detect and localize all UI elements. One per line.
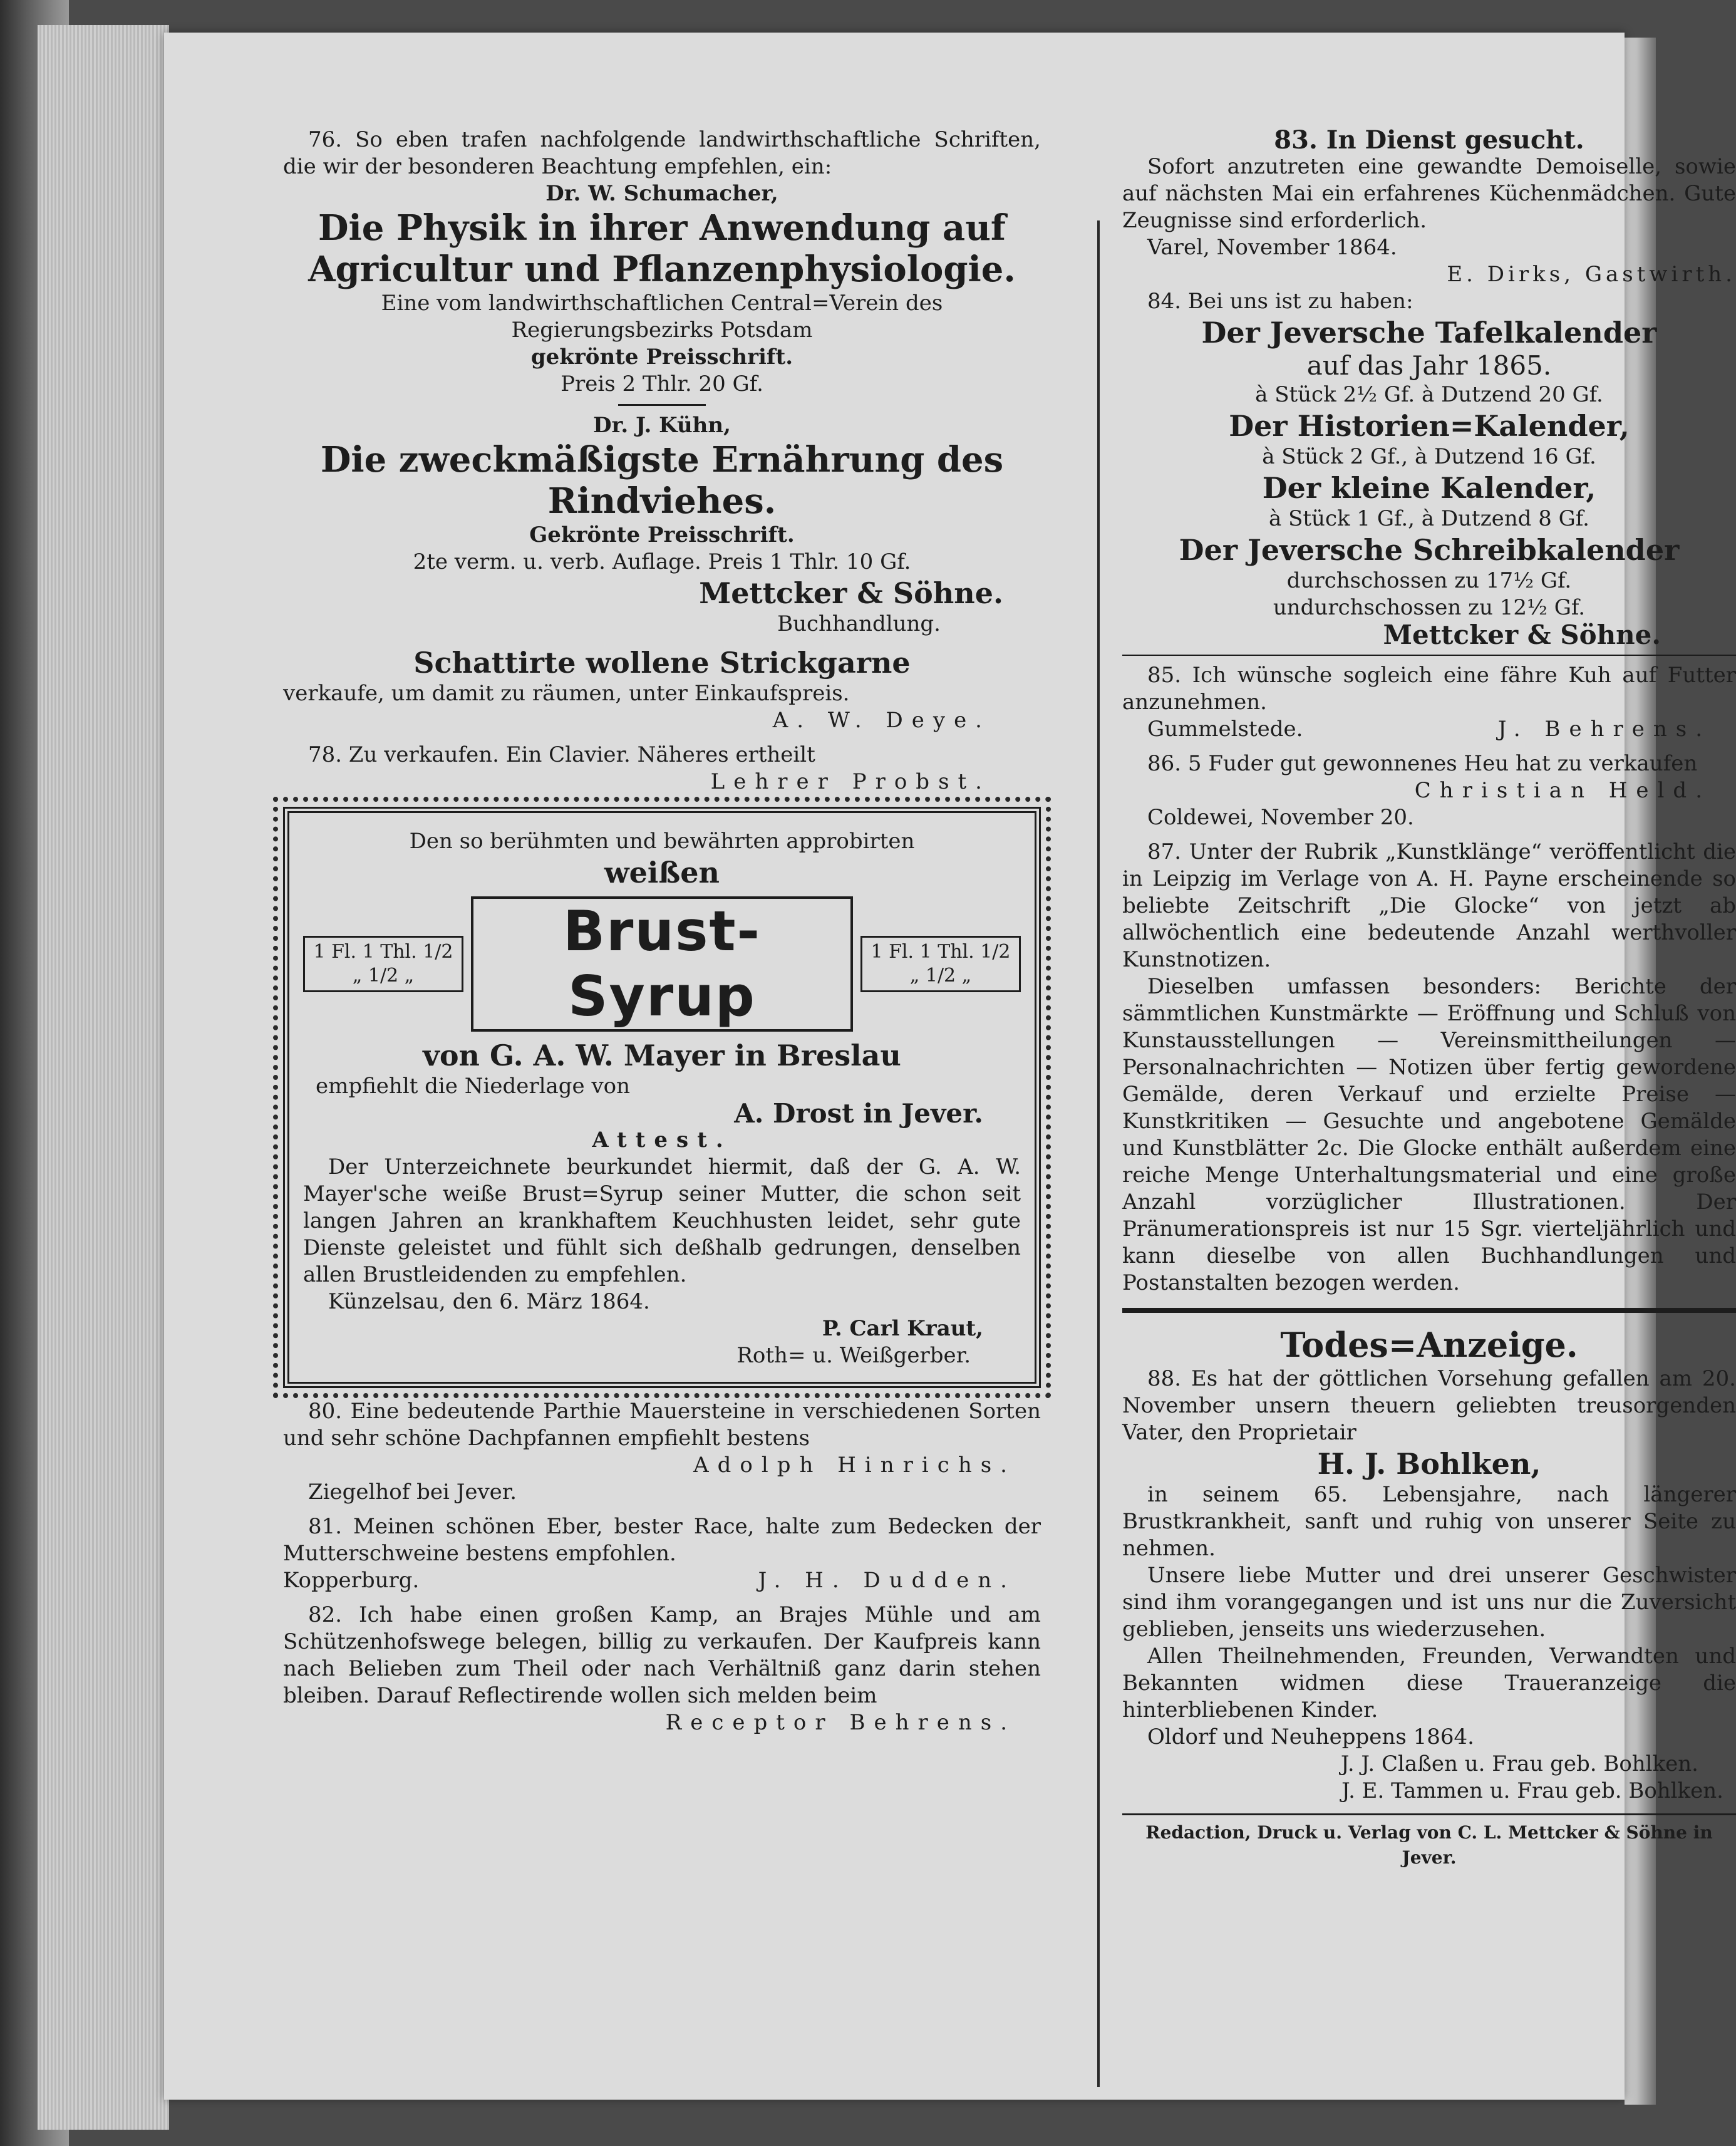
- ad-84-calendar-1-price: à Stück 2½ Gf. à Dutzend 20 Gf.: [1255, 382, 1603, 407]
- ad-78: [283, 742, 1041, 796]
- ad-syrup-place-date: Künzelsau, den 6. März 1864.: [328, 1289, 650, 1314]
- ad-76-author-1: Dr. W. Schumacher,: [545, 181, 778, 206]
- ad-85-footer: [1122, 716, 1736, 743]
- ad-88-name: H. J. Bohlken,: [1317, 1447, 1541, 1481]
- ad-82-body: 82. Ich habe einen großen Kamp, an Brajes Mühle und am Schützenhofswege belegen, billig zu verkaufen. Der Kaufpreis kann nach Belieben zum Theil oder nach Verhältniß ganz darin stehen bleiben. Darauf Reflectirende wollen sich melden beim: [283, 1602, 1041, 1708]
- ad-80: [283, 1398, 1041, 1506]
- ad-88-body-3: Unsere liebe Mutter und drei unserer Geschwister sind ihm vorangegangen und ist uns nur die Zuversicht geblieben, jenseits uns wiederzusehen.: [1122, 1563, 1736, 1642]
- ad-76-price-1: Preis 2 Thlr. 20 Gf.: [561, 371, 763, 397]
- ad-86-body: 86. 5 Fuder gut gewonnenes Heu hat zu verkaufen: [1147, 751, 1698, 776]
- ad-syrup-title-row: [303, 896, 1021, 1032]
- ad-83-signature: E. Dirks, Gastwirth.: [1447, 262, 1736, 287]
- ad-syrup-signer-role: Roth= u. Weißgerber.: [736, 1343, 971, 1368]
- ad-83-head: 83. In Dienst gesucht.: [1274, 125, 1584, 155]
- ad-88-head: Todes=Anzeige.: [1280, 1325, 1578, 1365]
- ad-84-calendar-2: Der Historien=Kalender,: [1229, 409, 1630, 443]
- newspaper-page: [164, 33, 1736, 2100]
- ad-76-title-1: Die Physik in ihrer Anwendung auf Agricultur und Pflanzenphysiologie.: [308, 207, 1016, 290]
- divider: [618, 404, 706, 406]
- ad-syrup-adjective: weißen: [604, 856, 720, 889]
- ad-76-award-2: Gekrönte Preisschrift.: [529, 522, 795, 547]
- ad-82-signature: Receptor Behrens.: [665, 1710, 1016, 1735]
- ad-81-signature: J. H. Dudden.: [758, 1568, 1016, 1593]
- ad-76-price-2: 2te verm. u. verb. Auflage. Preis 1 Thlr. 10 Gf.: [413, 549, 911, 574]
- ad-76-award-1: gekrönte Preisschrift.: [530, 345, 793, 370]
- ad-87-body-2: Dieselben umfassen besonders: Berichte der sämmtlichen Kunstmärkte — Eröffnung und Schluß von Kunstausstellungen — Vereinsmittheilungen — Personalnachrichten — Notizen über fertig gewordene Gemälde, deren Verkauf und erzielte Preise — Kunstkritiken — Gesuchte und angebotene Gemälde und Kunstblätter 2c. Die Glocke enthält außerdem eine reiche Menge Unterhaltungsmaterial und eine große Anzahl vorzüglicher Illustrationen. Der Pränumerationspreis ist nur 15 Sgr. vierteljährlich und kann dieselbe von allen Buchhandlungen und Postanstalten bezogen werden.: [1122, 974, 1736, 1295]
- ad-78-body: 78. Zu verkaufen. Ein Clavier. Näheres ertheilt: [308, 742, 815, 767]
- ad-76-author-2: Dr. J. Kühn,: [593, 413, 731, 438]
- ad-78-signature: Lehrer Probst.: [710, 769, 991, 794]
- ad-83-place: Varel, November 1864.: [1147, 235, 1397, 260]
- ad-88-body-4: Allen Theilnehmenden, Freunden, Verwandten und Bekannten widmen diese Traueranzeige die hinterbliebenen Kinder.: [1122, 1644, 1736, 1723]
- brust-syrup-ad: [283, 807, 1041, 1388]
- ad-88-place-date: Oldorf und Neuheppens 1864.: [1147, 1724, 1474, 1749]
- ad-81-footer: [283, 1567, 1041, 1594]
- ad-88-body-1: 88. Es hat der göttlichen Vorsehung gefallen am 20. November unsern theuern geliebten treusorgenden Vater, den Proprietair: [1122, 1366, 1736, 1445]
- ad-81-place: Kopperburg.: [283, 1568, 420, 1593]
- ad-76-body: 76. So eben trafen nachfolgende landwirthschaftliche Schriften, die wir der besonderen Beachtung empfehlen, ein:: [283, 127, 1041, 179]
- ad-77-title: Schattirte wollene Strickgarne: [413, 646, 911, 680]
- ad-85: [1122, 662, 1736, 743]
- page-edges: [38, 25, 169, 2130]
- ad-84-calendar-4: Der Jeversche Schreibkalender: [1179, 533, 1680, 567]
- ad-80-place: Ziegelhof bei Jever.: [308, 1480, 517, 1505]
- ad-87-body-1: 87. Unter der Rubrik „Kunstklänge“ veröffentlicht die in Leipzig im Verlage von A. H. Payne erscheinende so beliebte Zeitschrift „Die Glocke“ von jetzt ab allwöchentlich eine bedeutende Anzahl werthvoller Kunstnotizen.: [1122, 839, 1736, 972]
- ad-84-calendar-4-price-1: durchschossen zu 17½ Gf.: [1286, 568, 1572, 593]
- ad-84-calendar-3-price: à Stück 1 Gf., à Dutzend 8 Gf.: [1269, 506, 1589, 531]
- ad-85-signature: J. Behrens.: [1497, 717, 1711, 742]
- ad-syrup-recommend: empfiehlt die Niederlage von: [316, 1074, 631, 1099]
- ad-syrup-product: Brust-Syrup: [471, 896, 853, 1032]
- ad-syrup-price-left: 1 Fl. 1 Thl. 1/2 „ 1/2 „: [303, 936, 463, 992]
- ad-76-subtitle-1: Eine vom landwirthschaftlichen Central=Verein des Regierungsbezirks Potsdam: [381, 291, 943, 343]
- ad-84-calendar-3: Der kleine Kalender,: [1262, 471, 1596, 505]
- ad-85-place: Gummelstede.: [1147, 717, 1303, 742]
- ad-77: [283, 645, 1041, 734]
- ad-84-calendar-2-price: à Stück 2 Gf., à Dutzend 16 Gf.: [1262, 444, 1596, 469]
- ad-syrup-price-right: 1 Fl. 1 Thl. 1/2 „ 1/2 „: [860, 936, 1021, 992]
- ad-82: [283, 1602, 1041, 1736]
- ad-87: [1122, 839, 1736, 1297]
- column-divider: [1097, 220, 1100, 2087]
- ad-84-publisher: Mettcker & Söhne.: [1383, 619, 1661, 650]
- ad-83: [1122, 127, 1736, 288]
- section-divider: [1122, 1308, 1736, 1313]
- ad-77-body: verkaufe, um damit zu räumen, unter Einkaufspreis.: [283, 681, 850, 706]
- ad-76-publisher-sub: Buchhandlung.: [777, 611, 941, 636]
- ad-84-intro: 84. Bei uns ist zu haben:: [1147, 289, 1413, 314]
- ad-84-calendar-1-year: auf das Jahr 1865.: [1306, 350, 1552, 381]
- ad-88-signature-2: J. E. Tammen u. Frau geb. Bohlken.: [1341, 1778, 1723, 1803]
- ad-85-body: 85. Ich wünsche sogleich eine fähre Kuh auf Futter anzunehmen.: [1122, 663, 1736, 715]
- ad-syrup-intro: Den so berühmten und bewährten approbirten: [409, 829, 915, 854]
- ad-81-body: 81. Meinen schönen Eber, bester Race, halte zum Bedecken der Mutterschweine bestens empfohlen.: [283, 1514, 1041, 1566]
- imprint-footer: Redaction, Druck u. Verlag von C. L. Mettcker & Söhne in Jever.: [1122, 1813, 1736, 1870]
- ad-83-body: Sofort anzutreten eine gewandte Demoiselle, sowie auf nächsten Mai ein erfahrenes Küchenmädchen. Gute Zeugnisse sind erforderlich.: [1122, 154, 1736, 233]
- ad-syrup-maker: von G. A. W. Mayer in Breslau: [423, 1039, 901, 1072]
- ad-86-place: Coldewei, November 20.: [1147, 805, 1414, 830]
- ad-80-body: 80. Eine bedeutende Parthie Mauersteine in verschiedenen Sorten und sehr schöne Dachpfannen empfiehlt bestens: [283, 1399, 1041, 1451]
- ad-syrup-agent: A. Drost in Jever.: [734, 1098, 983, 1129]
- ad-syrup-attest-body: Der Unterzeichnete beurkundet hiermit, daß der G. A. W. Mayer'sche weiße Brust=Syrup seiner Mutter, die schon seit langen Jahren an krankhaftem Keuchhusten leidet, sehr gute Dienste geleistet und fühlt sich deßhalb gedrungen, denselben allen Brustleidenden zu empfehlen.: [303, 1154, 1021, 1287]
- ad-77-signature: A. W. Deye.: [772, 708, 991, 733]
- ad-76-title-2: Die zweckmäßigste Ernährung des Rindviehes.: [320, 439, 1004, 522]
- ad-80-signature: Adolph Hinrichs.: [693, 1453, 1016, 1478]
- ad-84-calendar-4-price-2: undurchschossen zu 12½ Gf.: [1273, 595, 1586, 620]
- ad-88-death-notice: [1122, 1324, 1736, 1805]
- ad-76-publisher: Mettcker & Söhne.: [699, 576, 1003, 610]
- ad-81: [283, 1513, 1041, 1594]
- ad-84: [1122, 288, 1736, 648]
- ad-76: [283, 127, 1041, 638]
- divider: [1122, 655, 1736, 656]
- left-column: [283, 127, 1041, 1736]
- right-column: [1122, 127, 1736, 1870]
- ad-84-calendar-1: Der Jeversche Tafelkalender: [1201, 316, 1657, 350]
- ad-86-signature: Christian Held.: [1414, 778, 1711, 803]
- ad-syrup-signer: P. Carl Kraut,: [822, 1316, 983, 1341]
- ad-88-signature-1: J. J. Claßen u. Frau geb. Bohlken.: [1340, 1751, 1698, 1776]
- ad-86: [1122, 750, 1736, 831]
- ad-syrup-attest-head: Attest.: [592, 1127, 732, 1153]
- ad-88-body-2: in seinem 65. Lebensjahre, nach längerer Brustkrankheit, sanft und ruhig von unserer Seite zu nehmen.: [1122, 1482, 1736, 1561]
